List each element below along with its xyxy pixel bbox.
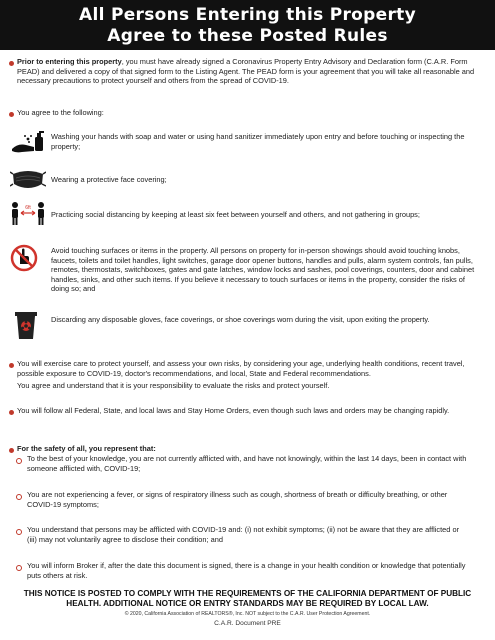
- safety-item-4: You will inform Broker if, after the date this document is signed, there is a change in your health condition or knowledge that potentially puts others at risk.: [27, 561, 466, 580]
- svg-text:6ft: 6ft: [25, 205, 31, 211]
- biohazard-bin-icon: [12, 309, 40, 341]
- handwashing-icon: [10, 129, 46, 157]
- document-id: C.A.R. Document PRE: [214, 620, 281, 627]
- care-responsibility: You agree and understand that it is your responsibility to evaluate the risks and protect yourself.: [17, 381, 330, 390]
- sub-bullet-icon: [16, 494, 22, 500]
- laws-paragraph: You will follow all Federal, State, and local laws and Stay Home Orders, even though such laws and orders may be changing rapidly.: [17, 406, 450, 415]
- face-mask-icon: [10, 168, 46, 192]
- bullet-icon: [9, 363, 14, 368]
- bullet-icon: [9, 448, 14, 453]
- bullet-icon: [9, 112, 14, 117]
- copyright-text: © 2020, California Association of REALTORS®, Inc. NOT subject to the C.A.R. User Protection Agreement.: [124, 611, 371, 617]
- intro-paragraph: [17, 57, 483, 86]
- intro-text: , you must have already signed a Coronavirus Property Entry Advisory and Declaration form (C.A.R. Form PEAD) and delivered a copy of that signed form to the Listing Agent. The PEAD form is your agreement that you will take all reasonable and necessary precautions to protect yourself and others from the spread of COVID-19.: [17, 57, 475, 86]
- care-paragraph: You will exercise care to protect yourself, and assess your own risks, by considering your age, underlying health conditions, recent travel, possible exposure to COVID-19, doctor's recommendations, and local, State and Federal recommendations.: [17, 359, 465, 378]
- sub-bullet-icon: [16, 529, 22, 535]
- rule-distancing-text: Practicing social distancing by keeping at least six feet between yourself and others, and not gathering in groups;: [51, 210, 420, 219]
- safety-item-2: You are not experiencing a fever, or signs of respiratory illness such as cough, shortness of breath or difficulty breathing, or other COVID-19 symptoms;: [27, 490, 448, 509]
- bullet-icon: [9, 61, 14, 66]
- compliance-notice: THIS NOTICE IS POSTED TO COMPLY WITH THE REQUIREMENTS OF THE CALIFORNIA DEPARTMENT OF PUBLIC HEALTH. ADDITIONAL NOTICE OR ENTRY STANDARDS MAY BE REQUIRED BY LOCAL LAW.: [23, 589, 472, 608]
- title-line-2: Agree to these Posted Rules: [107, 26, 388, 46]
- safety-item-1: To the best of your knowledge, you are not currently afflicted with, and have not knowingly, within the last 14 days, been in contact with someone afflicted with, COVID-19;: [27, 454, 467, 473]
- no-touch-icon: [10, 244, 38, 272]
- intro-bold: Prior to entering this property: [17, 57, 122, 66]
- rule-mask-text: Wearing a protective face covering;: [51, 175, 167, 184]
- sub-bullet-icon: [16, 458, 22, 464]
- sub-bullet-icon: [16, 565, 22, 571]
- rule-no-touch-text: Avoid touching surfaces or items in the property. All persons on property for in-person showings should avoid touching knobs, faucets, toilets and toilet handles, light switches, garage door opener buttons, handles and pulls, alarm system controls, fan pulls, remotes, thermostats, switchboxes, gates and gate latches, window locks and sashes, pool coverings, counters, door and cabinet handles, sinks, and other such items. If you believe it necessary to touch surfaces or items in the property, consider the risks of doing so; and: [51, 246, 475, 294]
- bullet-icon: [9, 410, 14, 415]
- rule-handwashing-text: Washing your hands with soap and water or using hand sanitizer immediately upon entry and before touching or inspecting the property;: [51, 132, 465, 151]
- title-banner: [0, 0, 495, 50]
- safety-heading: For the safety of all, you represent that:: [17, 444, 156, 453]
- title-line-1: All Persons Entering this Property: [79, 5, 416, 25]
- safety-item-3: You understand that persons may be afflicted with COVID-19 and: (i) not exhibit symptoms; (ii) not be aware that they are afflicted or (iii) may not voluntarily agree to disclose their condition; and: [27, 525, 460, 544]
- social-distancing-icon: [10, 200, 46, 226]
- rule-discard-text: Discarding any disposable gloves, face coverings, or shoe coverings worn during the visit, upon exiting the property.: [51, 315, 430, 324]
- agree-heading: You agree to the following:: [17, 108, 104, 117]
